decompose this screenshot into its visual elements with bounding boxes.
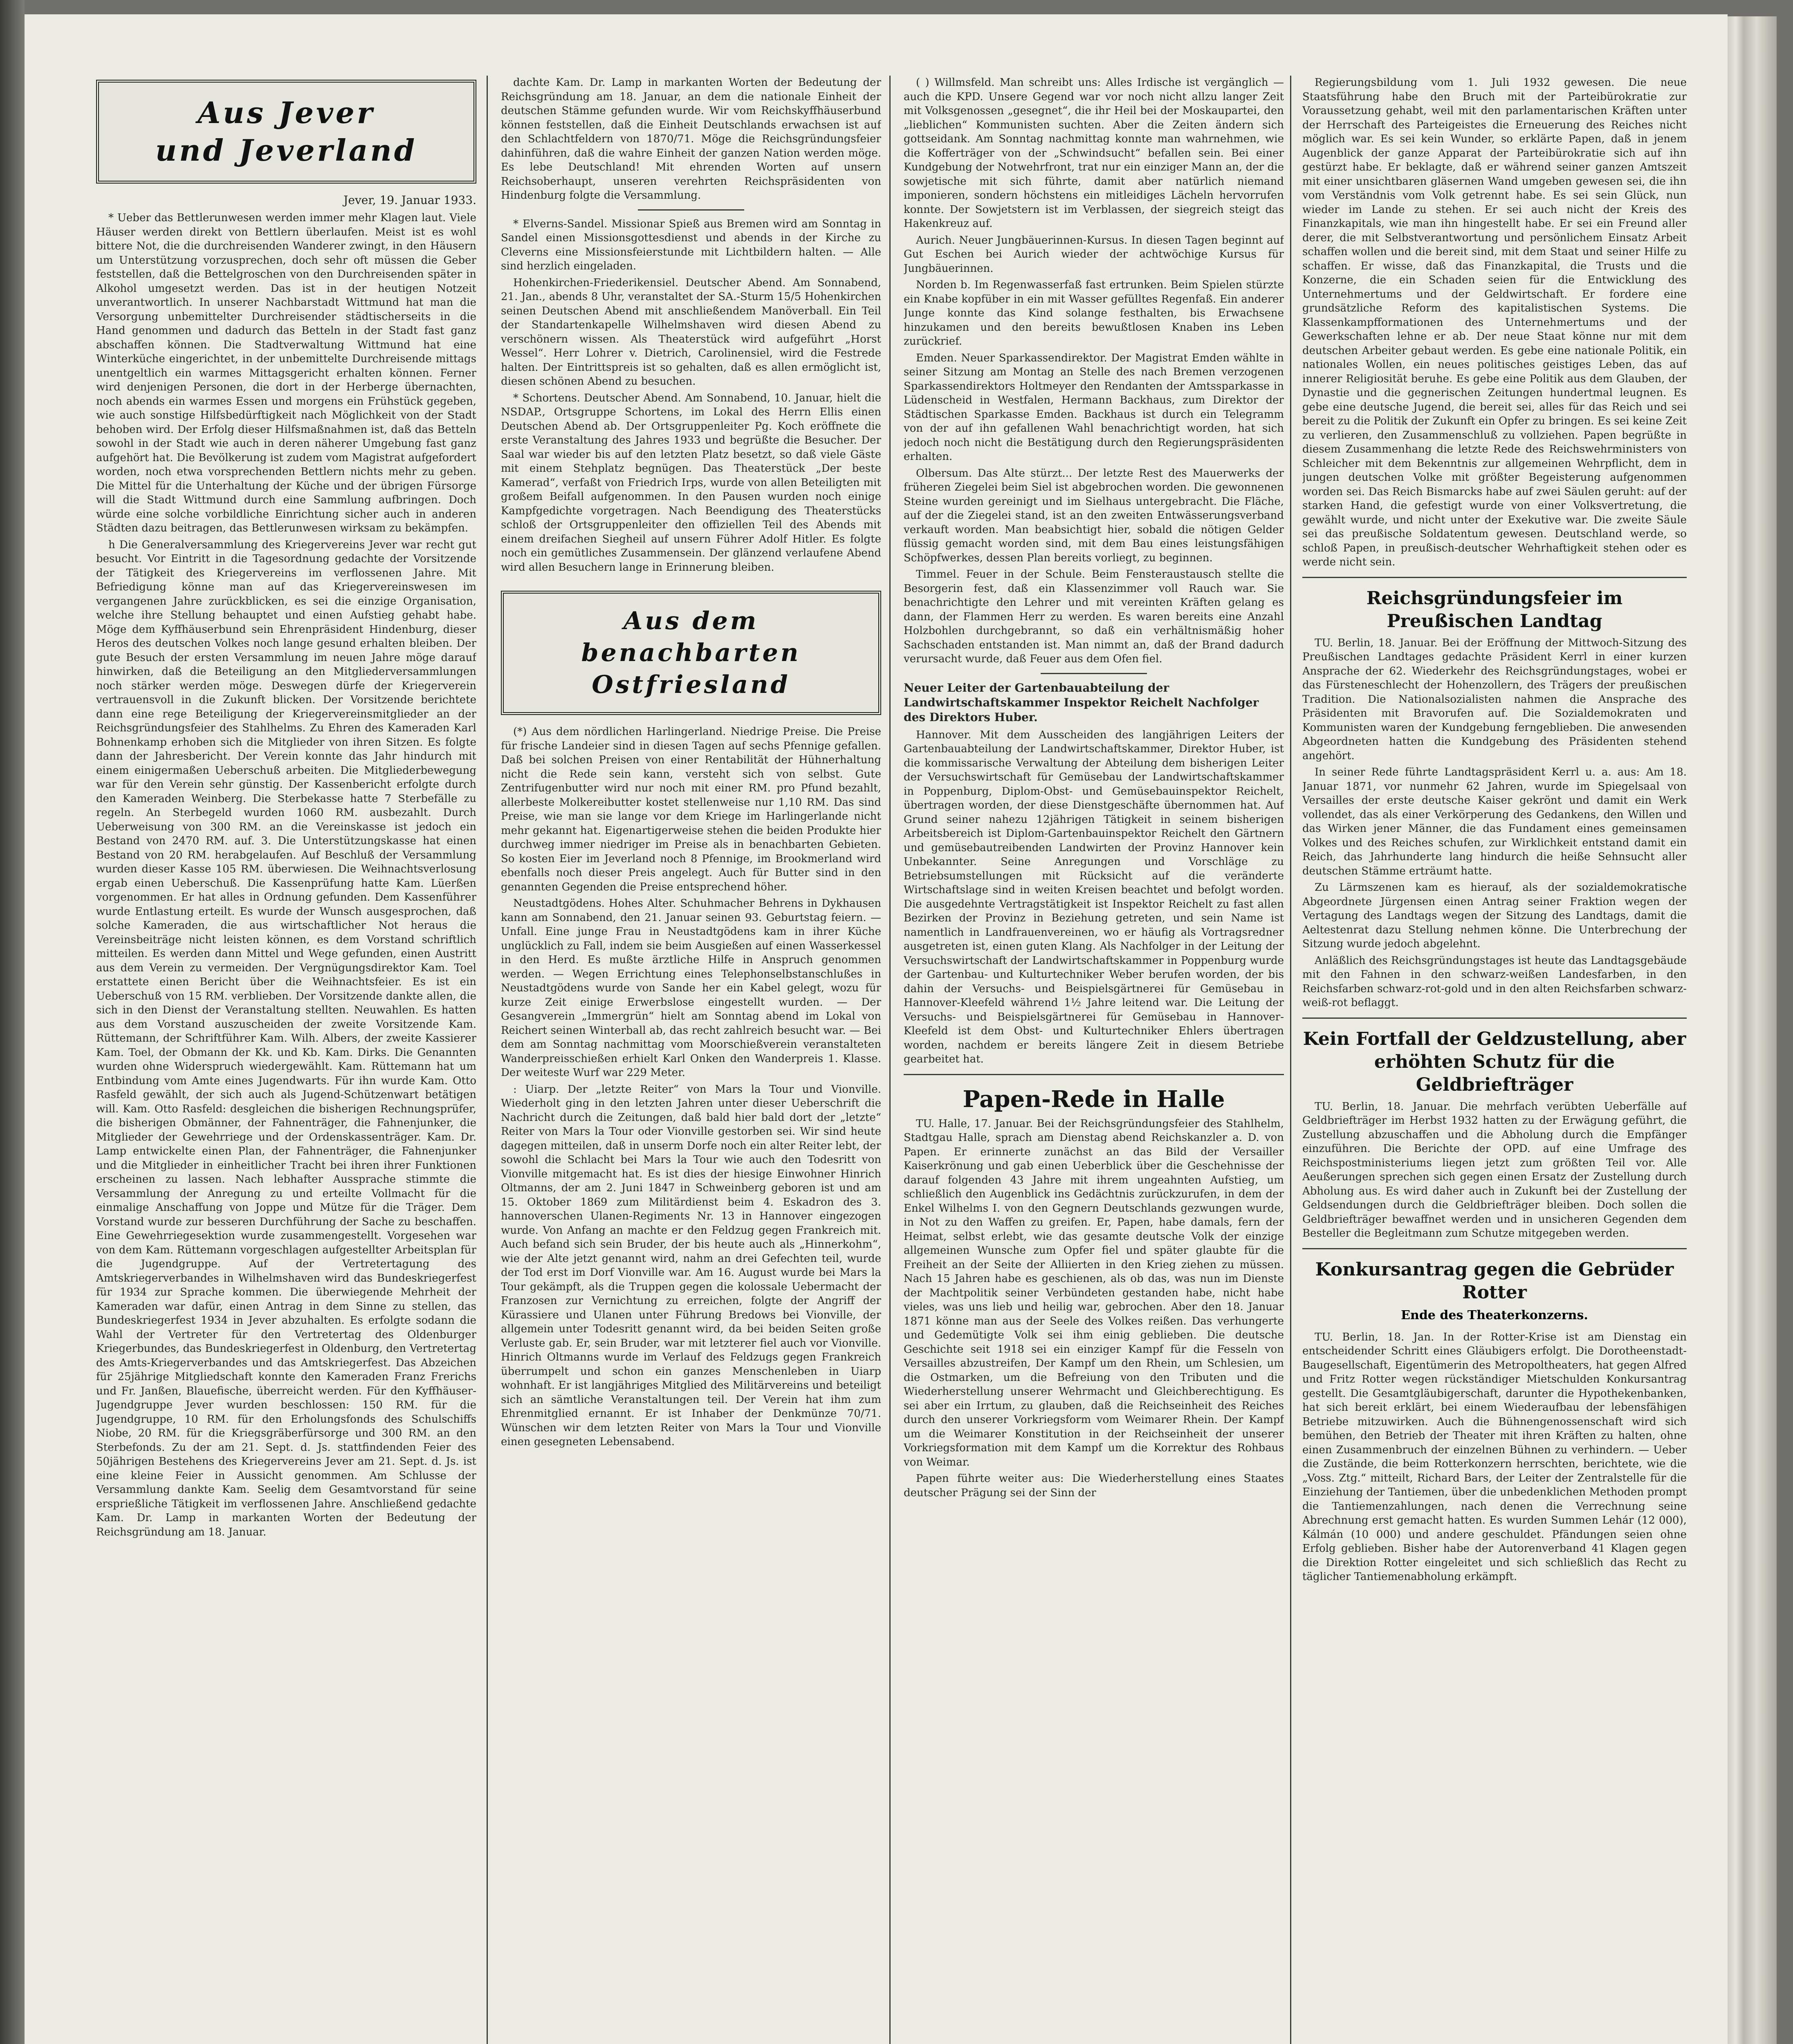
column-rule [487,76,488,2044]
divider [1302,577,1687,578]
article-papen-halle: TU. Halle, 17. Januar. Bei der Reichsgründungsfeier des Stahlhelm, Stadtgau Halle, sprach am Dienstag abend Reichskanzler a. D. von Papen. Er erinnerte zunächst an das Bild der Versailler Kaiserkrönung und gab einen Ueberblick über die Geschehnisse der darauf folgenden 43 Jahre mit ihrem ungeahnten Aufstieg, um schließlich den Augenblick ins Gedächtnis zurückzurufen, in dem der Enkel Wilhelms I. von den Gegnern Deutschlands gezwungen wurde, in Not zu den Waffen zu greifen. Er, Papen, habe damals, fern der Heimat, selbst erlebt, wie das gesamte deutsche Volk der einzige allgemeinen Wunsche zum Opfer fiel und später glaubte für die Freiheit an der Seite der Alliierten in den Krieg ziehen zu müssen. Nach 15 Jahren habe es geschienen, als ob das, was nun im Dienste der Machtpolitik seiner Verbündeten gestanden habe, nicht habe vieles, was uns lieb und heilig war, gebrochen. Aber den 18. Januar 1871 könne man aus der Seele des Volkes reißen. Das verhungerte und Gedemütigte Volk sei ihm einig geblieben. Die deutsche Geschichte seit 1918 sei ein einziger Kampf für die Fesseln von Versailles abzustreifen, Der Kampf um den Rhein, um Schlesien, um die Ostmarken, um die Befreiung von den Tributen und die Wiederherstellung unserer Wehrmacht und Gleichberechtigung. Es sei aber ein Irrtum, zu glauben, daß die Reichseinheit des Reiches durch den unserer Vorkriegsform vom Weimarer Rhein. Der Kampf um die Weimarer Konstitution in der Reichseinheit der unserer Vorkriegsformation mit dem Kampf um die Korrektur des Rohbaus von Weimar. [904,1117,1284,1468]
article-harlingerland: (*) Aus dem nördlichen Harlingerland. Niedrige Preise. Die Preise für frische Landeier sind in diesen Tagen auf sechs Pfennige gefallen. Daß bei solchen Preisen von einer Rentabilität der Hühnerhaltung nicht die Rede sein kann, versteht sich von selbst. Gute Zentrifugenbutter wird nur noch mit einer RM. pro Pfund bezahlt, allerbeste Molkereibutter kostet stellenweise nur 1,10 RM. Das sind Preise, wie man sie lange vor dem Kriege im Harlingerlande nicht mehr gekannt hat. Eigenartigerweise stehen die beiden Produkte hier durchweg immer niedriger im Preise als in benachbarten Gebieten. So kosten Eier im Jeverland noch 8 Pfennige, im Brookmerland wird ebenfalls noch dieser Preis angelegt. Auch für Butter sind in den genannten Gegenden die Preise entsprechend höher. [501,726,881,893]
article-uiarp: : Uiarp. Der „letzte Reiter“ von Mars la Tour und Vionville. Wiederholt ging in den letzten Jahren unter dieser Ueberschrift die Nachricht durch die Zeitungen, daß bald hier bald dort der „letzte“ Reiter von Mars la Tour oder Vionville gestorben sei. Wir sind heute dagegen mitteilen, daß in unserm Dorfe noch ein alter Reiter lebt, der sowohl die Schlacht bei Mars la Tour wie auch den Todesritt von Vionville mitgemacht hat. Es ist dies der hiesige Einwohner Hinrich Oltmanns, der am 2. Juni 1847 in Schweinberg geboren ist und am 15. Oktober 1869 zum Militärdienst beim 4. Eskadron des 3. hannoverschen Ulanen-Regiments Nr. 13 in Hannover eingezogen wurde. Von Anfang an machte er den Feldzug gegen Frankreich mit. Auch befand sich sein Bruder, der bis heute auch als „Hinnerkohm“, wie der Alte jetzt genannt wird, nahm an drei Gefechten teil, wurde der Tod erst im Dorf Vionville war. Am 16. August wurde bei Mars la Tour gekämpft, als die Truppen gegen die kolossale Uebermacht der Franzosen zur Vernichtung zu erreichen, folgte der Angriff der Kürassiere und Ulanen unter Führung Bredows bei Vionville, der allgemein unter Todesritt genannt wird, da bei beiden Seiten große Verluste gab. Er, sein Bruder, war mit letzterer fiel auch vor Vionville. Hinrich Oltmanns wurde im Verlauf des Feldzugs gegen Frankreich überrumpelt und schon ein ganzes Menschenleben in Uiarp wohnhaft. Er ist langjähriges Mitglied des Militärvereins und beteiligt sich an sämtliche Veranstaltungen teil. Der Verein hat ihm zum Ehrenmitglied ernannt. Er ist Inhaber der Denkmünze 70/71. Wünschen wir dem letzten Reiter von Mars la Tour und Vionville einen gesegneten Lebensabend. [501,1083,881,1448]
article-rotter: TU. Berlin, 18. Jan. In der Rotter-Krise ist am Dienstag ein entscheidender Schritt eines Gläubigers erfolgt. Die Dorotheenstadt-Baugesellschaft, Eigentümerin des Metropoltheaters, hat gegen Alfred und Fritz Rotter wegen rückständiger Mietschulden Konkursantrag gestellt. Die Gesamtgläubigerschaft, darunter die Hypothekenbanken, hat sich bereit erklärt, bei einem Wiederaufbau der lebensfähigen Betriebe mitzuwirken. Auch die Bühnengenossenschaft wird sich bemühen, den Betrieb der Theater mit ihren Kräften zu halten, ohne einen Zusammenbruch der einzelnen Bühnen zu verhindern. — Ueber die Zustände, die beim Rotterkonzern herrschten, berichtete, wie die „Voss. Ztg.“ mitteilt, Richard Bars, der Leiter der Zentralstelle für die Einziehung der Tantiemen, über die unbedenklichen Methoden prompt die Tantiemenzahlungen, nach denen die Verrechnung seine Abrechnung erst gemacht hatten. Es wurden Summen Lehár (12 000), Kálmán (10 000) und andere geschuldet. Pfändungen seien ohne Erfolg geblieben. Bisher habe der Autorenverband 41 Klagen gegen die Direktion Rotter eingeleitet und sich schließlich das Recht zu täglicher Tantiemenabholung erkämpft. [1302,1331,1687,1583]
article-body [904,1117,1284,1500]
section-heading-line-2: Ostfriesland [592,670,790,699]
scan-left-margin [0,0,25,2044]
article-body [501,76,881,574]
book-page-edges [1728,16,1777,2044]
article-landtag-3: Zu Lärmszenen kam es hierauf, als der sozialdemokratische Abgeordnete Jürgensen einen Antrag seiner Fraktion wegen der Vertagung des Landtags wegen der Sitzung des Landtags, damit die Aeltestenrat dazu Stellung nehmen könne. Die Unterbrechung der Sitzung wurde jedoch abgelehnt. [1302,881,1687,950]
masthead-line-1: Aus Jever [197,95,375,130]
headline-preussischer-landtag: Reichsgründungsfeier im Preußischen Landtag [1366,587,1623,632]
column-3 [904,76,1284,1502]
article-hohenkirchen: Hohenkirchen-Friederikensiel. Deutscher Abend. Am Sonnabend, 21. Jan., abends 8 Uhr, veranstaltet der SA.-Sturm 15/5 Hohenkirchen seinen Deutschen Abend mit anschließendem Manöverball. Ein Teil der Standartenkapelle Wilhelmshaven wird diesen Abend zu verschönern wissen. Als Theaterstück wird aufgeführt „Horst Wessel“. Herr Lohrer v. Dietrich, Carolinensiel, wird die Festrede halten. Der Eintrittspreis ist so gehalten, daß es allen ermöglicht ist, diesen schönen Abend zu besuchen. [501,276,881,388]
masthead-line-2: und Jeverland [155,133,417,168]
article-geldbriefträger: TU. Berlin, 18. Januar. Die mehrfach verübten Ueberfälle auf Geldbriefträger im Herbst 1932 hatten zu der Erwägung geführt, die Zustellung abzuschaffen und die Abholung durch die Empfänger einzuführen. Die Berichte der OPD. auf eine Umfrage des Reichspostministeriums liegen jetzt zum größten Teil vor. Alle Aeußerungen sprechen sich gegen einen Ersatz der Zustellung durch Abholung aus. Es wird daher auch in Zukunft bei der Zustellung der Geldsendungen durch die Geldbriefträger bleiben. Doch sollen die Geldbriefträger bewaffnet werden und in unsicheren Gegenden dem Besteller die Begleitmann zum Schutze mitgegeben werden. [1302,1100,1687,1239]
article-timmel: Timmel. Feuer in der Schule. Beim Fensteraustausch stellte die Besorgerin fest, daß ein Klassenzimmer voll Rauch war. Sie benachrichtigte den Lehrer und mit vereinten Kräften gelang es dann, der Flammen Herr zu werden. Es waren bereits eine Anzahl Holzbohlen durchgebrannt, so daß ein verhältnismäßig hoher Sachschaden entstanden ist. Man nimmt an, daß der Brand dadurch verursacht wurde, daß Feuer aus dem Ofen fiel. [904,568,1284,665]
article-landtag: TU. Berlin, 18. Januar. Bei der Eröffnung der Mittwoch-Sitzung des Preußischen Landtages gedachte Präsident Kerrl in einer kurzen Ansprache der 62. Wiederkehr des Reichsgründungstages, wobei er das Fürsteneschlecht der Hohenzollern, des Trägers der preußischen Tradition. Die Nationalsozialisten nahmen die Ansprache des Präsidenten mit Bravorufen auf. Die Sozialdemokraten und Kommunisten waren der Kundgebung ferngeblieben. Die anwesenden Abgeordneten hatten die Kundgebung des Präsidenten stehend angehört. [1302,637,1687,762]
section-heading-line-1: Aus dem benachbarten [581,607,801,667]
article-neustadtgoedens: Neustadtgödens. Hohes Alter. Schuhmacher Behrens in Dykhausen kann am Sonnabend, den 21. Januar seinen 93. Geburtstag feiern. — Unfall. Eine junge Frau in Neustadtgödens kam in ihrer Küche unglücklich zu Fall, indem sie beim Ausgießen auf einen Wasserkessel in den Herd. Es mußte ärztliche Hilfe in Anspruch genommen werden. — Wegen Errichtung eines Telephonselbstanschlußes in Neustadtgödens wurde von Sande her ein Kabel gelegt, wozu für kurze Zeit einige Erwerbslose eingestellt wurden. — Der Gesangverein „Immergrün“ hielt am Sonntag abend im Lokal von Reichert seinen Winterball ab, das recht zahlreich besucht war. — Bei dem am Sonntag nachmittag vom Moorschießverein veranstalteten Wanderpreisschießen erhielt Karl Onken den Wanderpreis 1. Klasse. Der weiteste Wurf war 229 Meter. [501,897,881,1079]
article-body [1302,1100,1687,1241]
article-kriegerverein-cont: dachte Kam. Dr. Lamp in markanten Worten der Bedeutung der Reichsgründung am 18. Januar, an dem die nationale Einheit der deutschen Stämme gefunden wurde. Wir vom Reichskyffhäuserbund können feststellen, daß die Einheit Deutschlands erwachsen ist auf den Schlachtfeldern von 1870/71. Möge die Reichsgründungsfeier dahinführen, daß die wahre Einheit der ganzen Nation werden möge. Es lebe Deutschland! Mit ehrenden Worten auf unsern Reichsoberhaupt, unseren verehrten Reichspräsidenten von Hindenburg folgte die Versammlung. [501,76,881,202]
article-willmsfeld: ( ) Willmsfeld. Man schreibt uns: Alles Irdische ist vergänglich — auch die KPD. Unsere Gegend war vor noch nicht allzu langer Zeit mit Volksgenossen „gesegnet“, die ihr Heil bei der Moskaupartei, den „lieblichen“ Kommunisten suchten. Aber die Zeiten ändern sich gottseidank. Am Sonntag nachmittag konnte man wahrnehmen, wie die Kofferträger von der „Schwindsucht“ befallen sein. Bei einer Kundgebung der Notwehrfront, trat nur ein einziger Mann an, der die sowjetische mit sich führte, damit aber natürlich niemand imponieren, sondern höchstens ein mitleidiges Lächeln hervorrufen konnte. Der Sowjetstern ist im Verblassen, der siegreich steigt das Hakenkreuz auf. [904,76,1284,230]
article-body [501,725,881,1449]
masthead-aus-jever [96,80,476,184]
divider [1302,1248,1687,1249]
column-4 [1302,76,1687,1587]
newspaper-page [25,14,1728,2044]
article-body [1302,76,1687,569]
article-emden: Emden. Neuer Sparkassendirektor. Der Magistrat Emden wählte in seiner Sitzung am Montag an Stelle des nach Bremen verzogenen Sparkassendirektors Holtmeyer den Rendanten der Amtssparkasse in Lüdenscheid in Westfalen, Hermann Backhaus, zum Direktor der Städtischen Sparkasse Emden. Backhaus ist durch ein Telegramm von der auf ihn gefallenen Wahl benachrichtigt worden, hat sich jedoch noch nicht die Bestätigung durch den Regierungspräsidenten erhalten. [904,352,1284,463]
dateline: Jever, 19. Januar 1933. [343,193,476,207]
article-kriegerverein: h Die Generalversammlung des Kriegervereins Jever war recht gut besucht. Vor Eintritt in die Tagesordnung gedachte der Vorsitzende der Tätigkeit des Kriegervereins im verflossenen Jahre. Mit Befriedigung könne man auf das Kriegervereinswesen im vergangenen Jahre zurückblicken, es sei die einzige Organisation, welche ihre Stellung behauptet und einen Aufstieg gehabt habe. Möge dem Kyffhäuserbund sein Ehrenpräsident Hindenburg, dieser Heros des deutschen Volkes noch lange gesund erhalten bleiben. Der gute Besuch der ersten Versammlung im neuen Jahre möge darauf hinwirken, daß die Beteiligung an den Mitgliederversammlungen noch stärker werden möge. Deswegen dürfe der Kriegerverein vertrauensvoll in die Zukunft blicken. Der Vorsitzende berichtete dann eine rege Beteiligung der Kriegervereinsmitglieder an der Reichsgründungsfeier des Stahlhelms. Zu Ehren des Kameraden Karl Bohnenkamp erhoben sich die Mitglieder von ihren Sitzen. Es folgte dann der Jahresbericht. Der Verein konnte das Jahr hindurch mit einem einigermaßen Ueberschuß arbeiten. Die Mitgliederbewegung war für den Verein sehr günstig. Der Kassenbericht erfolgte durch den Kameraden Weinberg. Die Sterbekasse hatte 7 Sterbefälle zu regeln. An Sterbegeld wurden 1060 RM. ausbezahlt. Durch Ueberweisung von 300 RM. an die Vereinskasse ist jedoch ein Bestand von 2470 RM. auf. 3. Die Unterstützungskasse hat einen Bestand von 20 RM. herabgelaufen. Auf Beschluß der Versammlung wurden dieser Kasse 105 RM. überwiesen. Die Weihnachtsverlosung ergab einen Ueberschuß. Die Kassenprüfung hatte Kam. Lüerßen vorgenommen. Er hat alles in Ordnung gefunden. Dem Kassenführer wurde Entlastung erteilt. Es wurde der Wunsch ausgesprochen, daß solche Kameraden, die aus wirtschaftlicher Not heraus die Vereinsbeiträge nicht leisten können, es dem Vorstand schriftlich mitteilen. Es werden dann Mittel und Wege gefunden, einen Austritt aus dem Verein zu vermeiden. Der Vergnügungsdirektor Kam. Toel erstattete einen Bericht über die Weihnachtsfeier. Es ist ein Ueberschuß von 15 RM. verblieben. Der Vorsitzende dankte allen, die sich in den Dienst der Veranstaltung stellten. Neuwahlen. Es hatten aus dem Vorstand auszuscheiden der zweite Vorsitzende Kam. Rüttemann, der Schriftführer Kam. Wilh. Albers, der zweite Kassierer Kam. Toel, der Obmann der Kk. und Kb. Kam. Dirks. Die Genannten wurden ohne Widerspruch wiedergewählt. Kam. Rüttemann hat um Entbindung vom Amte eines Jugendwarts. Für ihn wurde Kam. Otto Rasfeld gewählt, der sich auch als Jugend-Schützenwart betätigen will. Kam. Otto Rasfeld: desgleichen die bisherigen Rechnungsprüfer, die bisherigen Obmänner, der Fahnenträger, die Fahnenjunker, die Mitglieder der Gewehrriege und der Ordenskassenträger. Kam. Dr. Lamp entwickelte einen Plan, der Fahnenträger, die Fahnenjunker und die Mitglieder in einheitlicher Tracht bei ihren ihrer Funktionen erscheinen zu lassen. Nach lebhafter Aussprache stimmte die Versammlung der Anregung zu und erteilte Vollmacht für die einmalige Anschaffung von Joppe und Mütze für die Träger. Dem Vorstand wurde zur besseren Durchführung der Sache zu beschaffen. Eine Gewehrriegesektion wurde zusammengestellt. Vorgesehen war von dem Kam. Rüttemann vorgeschlagen aufgestellter Arbeitsplan für die Jugendgruppe. Auf der Vertretertagung des Amtskriegerverbandes in Wilhelmshaven wird das Bundeskriegerfest für 1934 zur Sprache kommen. Die überwiegende Mehrheit der Kameraden war dafür, einen Antrag in dem Sinne zu stellen, das Bundeskriegerfest 1934 in Jever abzuhalten. Es erfolgte sodann die Wahl der Vertreter für den Vertretertag des Oldenburger Kriegerbundes, das Bundeskriegerfest in Oldenburg, den Vertretertag des Amts-Kriegerverbandes und das Amtskriegerfest. Das Abzeichen für 25jährige Mitgliedschaft konnte den Kameraden Franz Frerichs und Fr. Janßen, Blauefische, überreicht werden. Für den Kyffhäuser-Jugendgruppe Jever wurden beschlossen: 150 RM. für die Jugendgruppe, 10 RM. für den Erholungsfonds des Schulschiffs Niobe, 20 RM. für die Kriegsgräberfürsorge und 300 RM. an den Sterbefonds. Zu der am 21. Sept. d. Js. stattfindenden Feier des 50jährigen Bestehens des Kriegervereins Jever am 21. Sept. d. Js. ist eine kleine Feier in Aussicht genommen. Am Schlusse der Versammlung dankte Kam. Seelig dem Gesamtvorstand für seine ersprießliche Tätigkeit im verflossenen Jahre. Anschließend gedachte Kam. Dr. Lamp in markanten Worten der Bedeutung der Reichsgründung am 18. Januar. [96,538,476,1538]
column-1 [96,76,476,1542]
article-landtag-2: In seiner Rede führte Landtagspräsident Kerrl u. a. aus: Am 18. Januar 1871, vor nunmehr 62 Jahren, wurde im Spiegelsaal von Versailles der erste deutsche Kaiser gekrönt und damit ein Werk vollendet, das als einer Verkörperung des Gedankens, den Willen und das Wirken jener Männer, die das Fundament eines gemeinsamen Volkes und des Reiches schufen, zur Wirklichkeit entstand damit ein Reich, das Jahrhunderte lang hindurch die heiße Sehnsucht aller deutschen Stämme erträumt hatte. [1302,766,1687,877]
article-aurich: Aurich. Neuer Jungbäuerinnen-Kursus. In diesen Tagen beginnt auf Gut Eschen bei Aurich wieder der achtwöchige Kursus für Jungbäuerinnen. [904,234,1284,275]
headline-gartenbau: Neuer Leiter der Gartenbauabteilung der Landwirtschaftskammer Inspektor Reichelt Nachfolger des Direktors Huber. [904,681,1259,724]
article-body [904,76,1284,1067]
article-bettlerunwesen: * Ueber das Bettlerunwesen werden immer mehr Klagen laut. Viele Häuser werden direkt von Bettlern überlaufen. Meist ist es wohl bittere Not, die die durchreisenden Wanderer zwingt, in den Häusern um Unterstützung vorzusprechen, doch sehr oft müssen die Geber feststellen, daß die Bettelgroschen von den Durchreisenden später in Alkohol umgesetzt werden. Das ist in der heutigen Notzeit unverantwortlich. In unserer Nachbarstadt Wittmund hat man die Versorgung unbemittelter Durchreisender städtischerseits in die Hand genommen und dadurch das Betteln in der Stadt fast ganz abschaffen können. Die Stadtverwaltung Wittmund hat eine Winterküche eingerichtet, in der unbemittelte Durchreisende mittags unentgeltlich ein warmes Mittagsgericht erhalten können. Ferner wird denjenigen Personen, die dort in der Herberge übernachten, noch abends ein warmes Essen und morgens ein Frühstück gegeben, wie auch sonstige Hilfsbedürftigkeit nach Möglichkeit von der Stadt behoben wird. Der Erfolg dieser Hilfsmaßnahmen ist, daß das Betteln sowohl in der Stadt wie auch in deren näherer Umgebung fast ganz aufgehört hat. Die Bevölkerung ist zudem vom Magistrat aufgefordert worden, noch etwa vorsprechenden Bettlern nichts mehr zu geben. Die Mittel für die Unterhaltung der Küche und der übrigen Fürsorge will die Stadt Wittmund durch eine Sammlung aufbringen. Doch würde eine solche vorbildliche Einrichtung sicher auch in anderen Städten dazu beitragen, das Bettlerunwesen wirksam zu bekämpfen. [96,212,476,534]
headline-papen-rede: Papen-Rede in Halle [963,1085,1225,1113]
article-landtag-4: Anläßlich des Reichsgründungstages ist heute das Landtagsgebäude mit den Fahnen in den schwarz-weißen Landesfarben, in den Reichsfarben schwarz-rot-gold und in den alten Reichsfarben schwarz-weiß-rot beflaggt. [1302,954,1687,1009]
column-rule [1290,76,1291,2044]
article-body [1302,636,1687,1010]
column-2 [501,76,881,1452]
article-schortens: * Schortens. Deutscher Abend. Am Sonnabend, 10. Januar, hielt die NSDAP., Ortsgruppe Schortens, im Lokal des Herrn Ellis einen Deutschen Abend ab. Der Ortsgruppenleiter Pg. Koch eröffnete die erste Veranstaltung des Jahres 1933 und begrüßte die Besucher. Der Saal war wieder bis auf den letzten Platz besetzt, so daß viele Gäste mit einem Stehplatz begnügen. Das Theaterstück „Der beste Kamerad“, verfaßt von Friedrich Irps, wurde von allen Beteiligten mit großem Beifall aufgenommen. In den Pausen wurden noch einige Kampfgedichte vorgetragen. Nach Beendigung des Theaterstücks schloß der Ortsgruppenleiter den offiziellen Teil des Abends mit einem dreifachen Siegheil auf unsern Führer Adolf Hitler. Es folgte noch ein gemütliches Zusammensein. Der glänzend verlaufene Abend wird allen Besuchern lange in Erinnerung bleiben. [501,392,881,574]
divider [904,1074,1284,1075]
article-body [1302,1330,1687,1584]
article-papen-cont: Regierungsbildung vom 1. Juli 1932 gewesen. Die neue Staatsführung habe den Bruch mit der Parteibürokratie zur Voraussetzung gehabt, weil mit den parlamentarischen Kräften unter der Herrschaft des Parteigeistes die Erneuerung des Reiches nicht möglich war. Es sei kein Wunder, so erklärte Papen, daß in jenem Augenblick der ganze Apparat der Parteibürokratie sich auf ihn gestürzt habe. Er beklagte, daß er während seiner ganzen Amtszeit mit einer unsichtbaren gläsernen Wand umgeben gewesen sei, die ihn vom Verständnis vom Volk getrennt habe. Es sei sein Glück, nun wieder im Lande zu stehen. Er sei auch nicht der Kreis des Finanzkapitals, wie man ihn hingestellt habe. Er sei ein Freund aller derer, die mit Selbstverantwortung und persönlichem Einsatz Arbeit schaffen wollen und die bereit sind, mit dem Staat und seiner Hilfe zu schaffen. Er wisse, daß das Finanzkapital, die Trusts und die Konzerne, die ein Schaden seien für die Entwicklung des Unternehmertums und der Geldwirtschaft. Er fordere eine grundsätzliche Reform des kapitalistischen Systems. Die Klassenkampfformationen des Unternehmertums und der Gewerkschaften lehne er ab. Der neue Staat könne nur mit dem deutschen Arbeiter gebaut werden. Es gebe eine nationale Politik, ein nationales Wollen, ein neues politisches geistiges Leben, das auf innerer Religiosität beruhe. Es gebe eine Politik aus dem Glauben, der Dynastie und die gegnerischen Zeitungen hundertmal leugnen. Es gebe eine deutsche Jugend, die bereit sei, alles für das Reich und sei bereit zu die Politik der Zukunft ein Opfer zu bringen. Es sei keine Zeit zu verlieren, den Zusammenschluß zu vollziehen. Papen begrüßte in diesem Zusammenhang die letzte Rede des Reichswehrministers von Schleicher mit dem Bekenntnis zur allgemeinen Wehrpflicht, dem in jungen deutschen Volke mit größter Begeisterung aufgenommen worden sei. Das Reich Bismarcks habe auf zwei Säulen geruht: auf der starken Hand, die gefestigt wurde von einer Volksvertretung, die gewählt wurde, und nicht unter der Exekutive war. Die zweite Säule sei das preußische Soldatentum gewesen. Deutschland werde, so schloß Papen, in preußisch-deutscher Wehrhaftigkeit stehen oder es werde nicht sein. [1302,76,1687,568]
article-body [96,211,476,1539]
divider [1302,1018,1687,1019]
headline-geldzustellung: Kein Fortfall der Geldzustellung, aber erhöhten Schutz für die Geldbriefträger [1303,1028,1686,1095]
divider [1041,673,1147,674]
divider [638,209,744,211]
subheadline-rotter: Ende des Theaterkonzerns. [1401,1308,1588,1322]
article-elverns-sandel: * Elverns-Sandel. Missionar Spieß aus Bremen wird am Sonntag in Sandel einen Missionsgottesdienst und abends in der Kirche zu Cleverns eine Missionsfeierstunde mit Lichtbildern halten. — Alle sind herzlich eingeladen. [501,217,881,272]
article-hannover: Hannover. Mit dem Ausscheiden des langjährigen Leiters der Gartenbauabteilung der Landwirtschaftskammer, Direktor Huber, ist die kommissarische Verwaltung der Abteilung dem bisherigen Leiter der Versuchswirtschaft für Gemüsebau der Landwirtschaftskammer in Poppenburg, Diplom-Obst- und Gemüsebauinspektor Reichelt, übertragen worden, der diese Dienstgeschäfte übernommen hat. Auf Grund seiner nahezu 12jährigen Tätigkeit in seinem bisherigen Arbeitsbereich ist Diplom-Gartenbauinspektor Reichelt den Gärtnern und gemüsebautreibenden Landwirten der Provinz Hannover kein Unbekannter. Seine Anregungen und Vorschläge zu Betriebsumstellungen mit Rücksicht auf die veränderte Wirtschaftslage sind in weiten Kreisen beachtet und befolgt worden. Die ausgedehnte Vertragstätigkeit ist Inspektor Reichelt zu fast allen Bezirken der Provinz in Beziehung getreten, und sein Name ist namentlich in Landfrauenvereinen, wo er häufig als Vortragsredner ausgetreten ist, einen guten Klang. Als Nachfolger in der Leitung der Versuchswirtschaft der Landwirtschaftskammer in Poppenburg wurde der Gartenbau- und Kulturtechniker Weber berufen worden, der bis dahin der Versuchs- und Beispielsgärtnerei für Gemüsebau in Hannover-Kleefeld während 1½ Jahre leitend war. Die Leitung der Versuchs- und Beispielsgärtnerei für Gemüsebau in Hannover-Kleefeld ist dem Obst- und Kulturtechniker Ehlers übertragen worden, nachdem er bereits längere Zeit in diesem Betriebe gearbeitet hat. [904,728,1284,1065]
article-norden: Norden b. Im Regenwasserfaß fast ertrunken. Beim Spielen stürzte ein Knabe kopfüber in ein mit Wasser gefülltes Regenfaß. Ein anderer Junge konnte das Kind solange festhalten, bis Erwachsene hinzukamen und den bereits bewußtlosen Knaben ins Leben zurückrief. [904,279,1284,347]
section-heading-ostfriesland [501,591,881,715]
article-papen-halle-2: Papen führte weiter aus: Die Wiederherstellung eines Staates deutscher Prägung sei der Sinn der [904,1472,1284,1499]
column-rule [889,76,891,2044]
headline-rotter: Konkursantrag gegen die Gebrüder Rotter [1315,1259,1674,1303]
article-olbersum: Olbersum. Das Alte stürzt... Der letzte Rest des Mauerwerks der früheren Ziegelei beim Siel ist abgebrochen worden. Die gewonnenen Steine wurden gereinigt und im Sielhaus untergebracht. Die Fläche, auf der die Ziegelei stand, ist an den zweiten Entwässerungsverband verkauft worden. Man beabsichtigt hier, sobald die nötigen Gelder flüssig gemacht worden sind, mit dem Bau eines leistungsfähigen Schöpfwerkes, dessen Plan bereits vorliegt, zu beginnen. [904,467,1284,564]
